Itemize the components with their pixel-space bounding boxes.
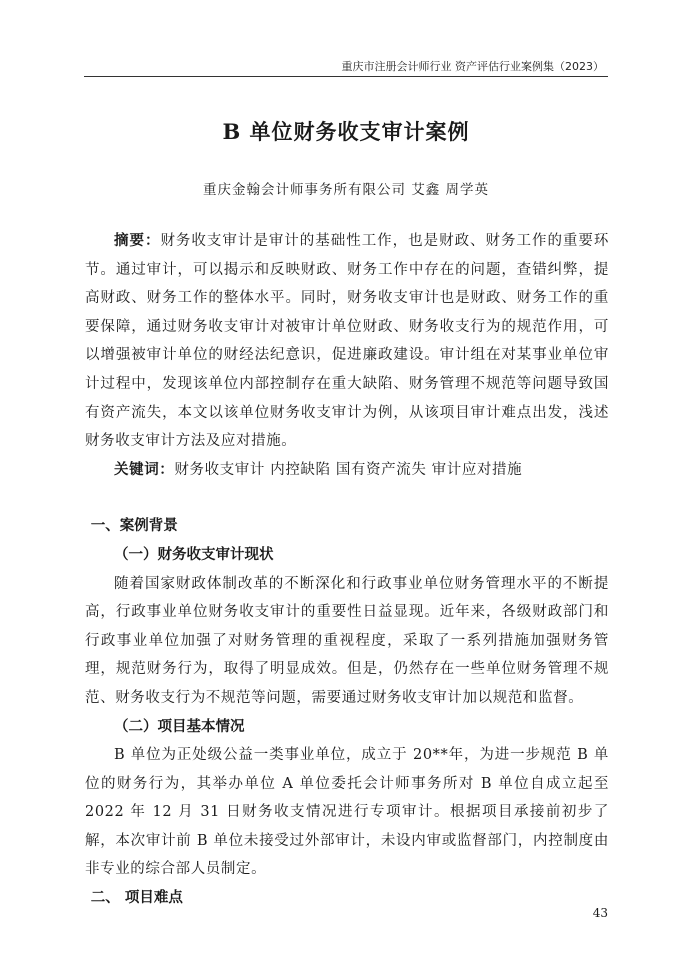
paragraph-audit-status: 随着国家财政体制改革的不断深化和行政事业单位财务管理水平的不断提高，行政事业单位财务收支审计的重要性日益显现。近年来，各级财政部门和行政事业单位加强了对财务管理的重视程度，采取了一系列措施加强财务管理，规范财务行为，取得了明显成效。但是，仍然存在一些单位财务管理不规范、财务收支行为不规范等问题，需要通过财务收支审计加以规范和监督。 <box>85 575 609 706</box>
page-number: 43 <box>592 906 608 920</box>
running-header-title: 重庆市注册会计师行业 资产评估行业案例集（2023） <box>341 60 604 73</box>
running-header <box>84 56 608 77</box>
section-heading-background: 一、案例背景 <box>90 518 178 535</box>
authors-line: 重庆金翰会计师事务所有限公司 艾鑫 周学英 <box>202 182 490 198</box>
paragraph-project-info: B 单位为正处级公益一类事业单位，成立于 20**年，为进一步规范 B 单位的财务行为，其举办单位 A 单位委托会计师事务所对 B 单位自成立起至 2022 年 12 月 31 日财务收支情况进行专项审计。根据项目承接前初步了解，本次审计前 B 单位未接受过外部审计，未设内审或监督部门，内控制度由非专业的综合部人员制定。 <box>85 747 609 878</box>
abstract-paragraph <box>85 227 609 456</box>
keywords-text: 财务收支审计 内控缺陷 国有资产流失 审计应对措施 <box>174 461 523 478</box>
article-body <box>85 227 609 913</box>
subsection-heading-project-info: （二）项目基本情况 <box>114 718 245 735</box>
section-heading-difficulties: 二、 项目难点 <box>90 890 183 907</box>
keywords-paragraph <box>85 456 609 485</box>
keywords-label: 关键词： <box>114 461 175 478</box>
abstract-label: 摘要： <box>114 233 161 249</box>
document-title: B 单位财务收支审计案例 <box>222 119 470 144</box>
subsection-heading-audit-status: （一）财务收支审计现状 <box>114 546 274 563</box>
abstract-text: 财务收支审计是审计的基础性工作，也是财政、财务工作的重要环节。通过审计，可以揭示和反映财政、财务工作中存在的问题，查错纠弊，提高财政、财务工作的整体水平。同时，财务收支审计也是财政、财务工作的重要保障，通过财务收支审计对被审计单位财政、财务收支行为的规范作用，可以增强被审计单位的财经法纪意识，促进廉政建设。审计组在对某事业单位审计过程中，发现该单位内部控制存在重大缺陷、财务管理不规范等问题导致国有资产流失，本文以该单位财务收支审计为例，从该项目审计难点出发，浅述财务收支审计方法及应对措施。 <box>85 233 609 450</box>
